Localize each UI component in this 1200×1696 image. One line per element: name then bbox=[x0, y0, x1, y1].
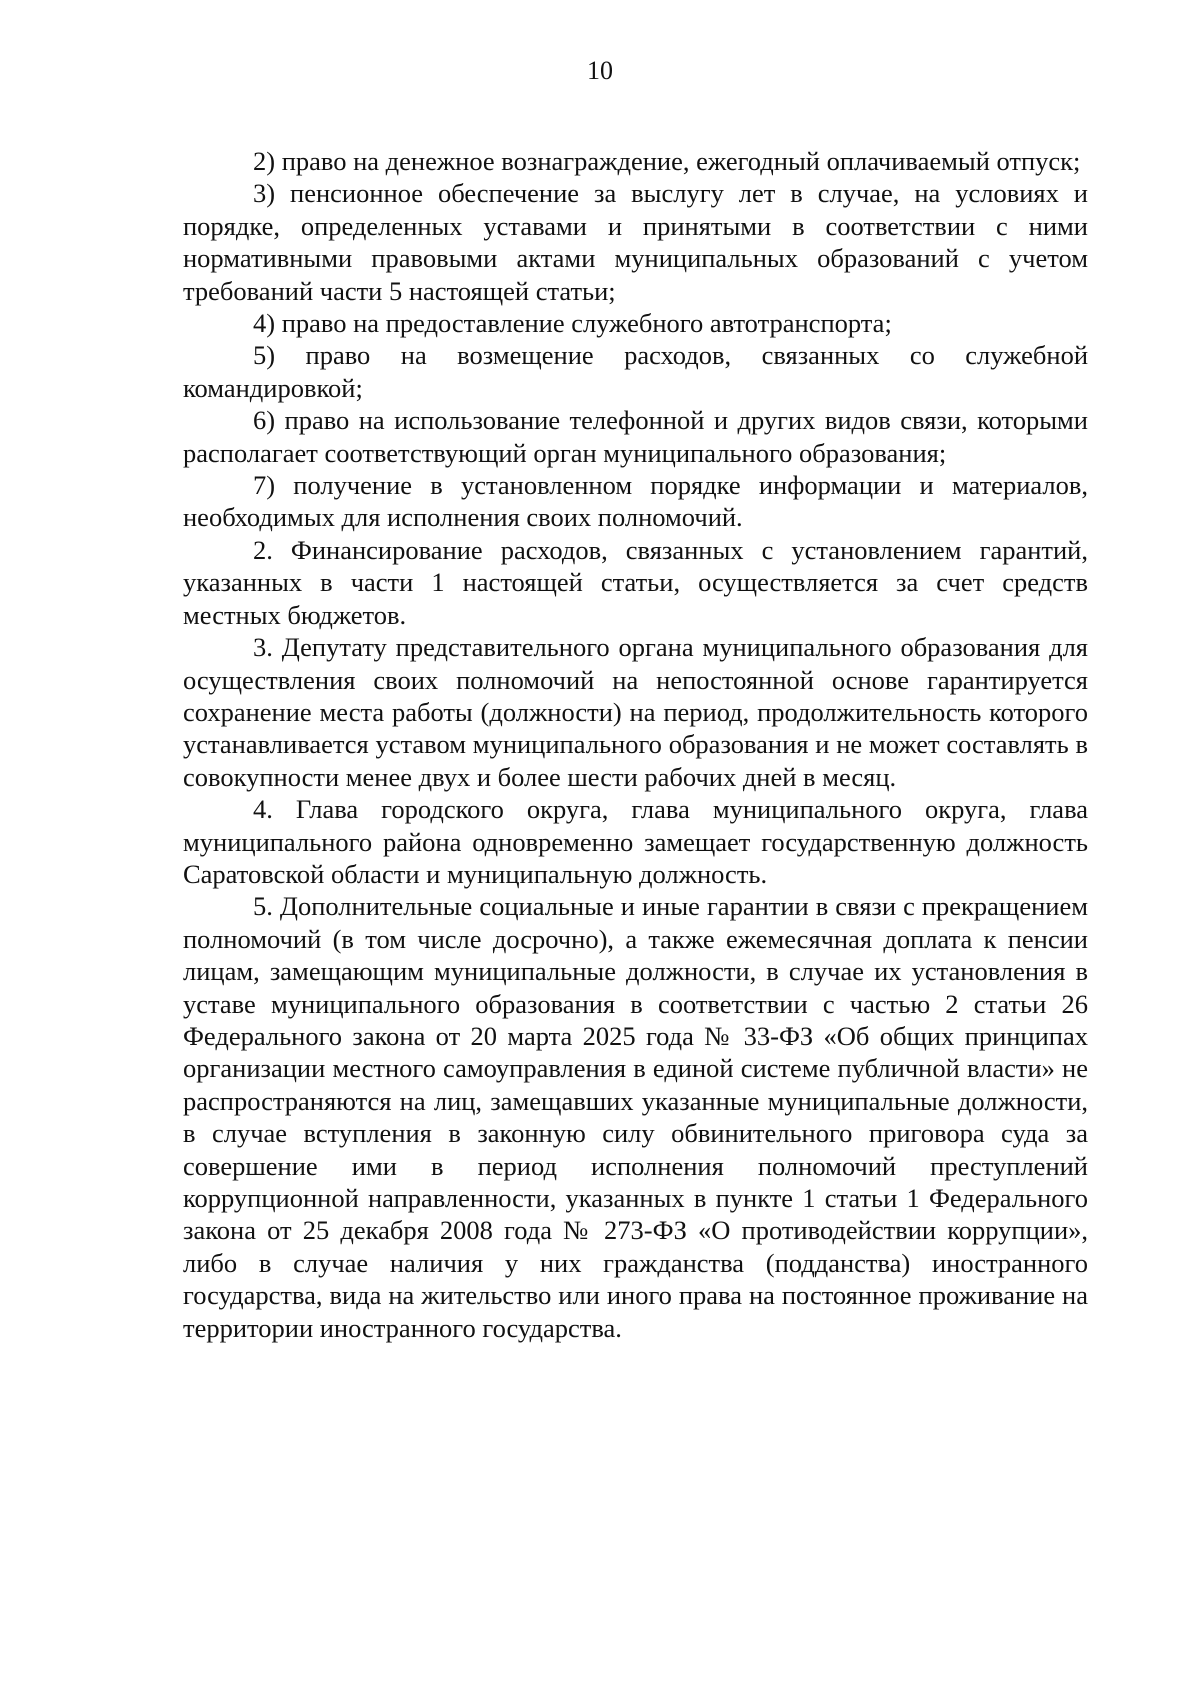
paragraph-part-4: 4. Глава городского округа, глава муниципального округа, глава муниципального района одновременно замещает государственную должность Саратовской области и муниципальную должность. bbox=[183, 794, 1088, 889]
document-body bbox=[183, 145, 1088, 1344]
paragraph-item-4: 4) право на предоставление служебного автотранспорта; bbox=[253, 308, 892, 339]
paragraph-part-5: 5. Дополнительные социальные и иные гарантии в связи с прекращением полномочий (в том числе досрочно), а также ежемесячная доплата к пенсии лицам, замещающим муниципальные должности, в случае их установления в уставе муниципального образования в соответствии с частью 2 статьи 26 Федерального закона от 20 марта 2025 года № 33-ФЗ «Об общих принципах организации местного самоуправления в единой системе публичной власти» не распространяются на лиц, замещавших указанные муниципальные должности, в случае вступления в законную силу обвинительного приговора суда за совершение ими в период исполнения полномочий преступлений коррупционной направленности, указанных в пункте 1 статьи 1 Федерального закона от 25 декабря 2008 года № 273-ФЗ «О противодействии коррупции», либо в случае наличия у них гражданства (подданства) иностранного государства, вида на жительство или иного права на постоянное проживание на территории иностранного государства. bbox=[183, 891, 1088, 1343]
paragraph-item-6: 6) право на использование телефонной и других видов связи, которыми располагает соответствующий орган муниципального образования; bbox=[183, 405, 1088, 468]
paragraph-part-3: 3. Депутату представительного органа муниципального образования для осуществления своих полномочий на непостоянной основе гарантируется сохранение места работы (должности) на период, продолжительность которого устанавливается уставом муниципального образования и не может составлять в совокупности менее двух и более шести рабочих дней в месяц. bbox=[183, 632, 1088, 792]
paragraph-part-2: 2. Финансирование расходов, связанных с установлением гарантий, указанных в части 1 настоящей статьи, осуществляется за счет средств местных бюджетов. bbox=[183, 534, 1088, 630]
page-number: 10 bbox=[587, 56, 613, 85]
paragraph-item-5: 5) право на возмещение расходов, связанных со служебной командировкой; bbox=[183, 340, 1088, 403]
paragraph-item-2: 2) право на денежное вознаграждение, ежегодный оплачиваемый отпуск; bbox=[253, 146, 1081, 176]
paragraph-item-3: 3) пенсионное обеспечение за выслугу лет в случае, на условиях и порядке, определенных уставами и принятыми в соответствии с ними нормативными правовыми актами муниципальных образований с учетом требований части 5 настоящей статьи; bbox=[183, 178, 1088, 306]
paragraph-item-7: 7) получение в установленном порядке информации и материалов, необходимых для исполнения своих полномочий. bbox=[183, 470, 1088, 533]
